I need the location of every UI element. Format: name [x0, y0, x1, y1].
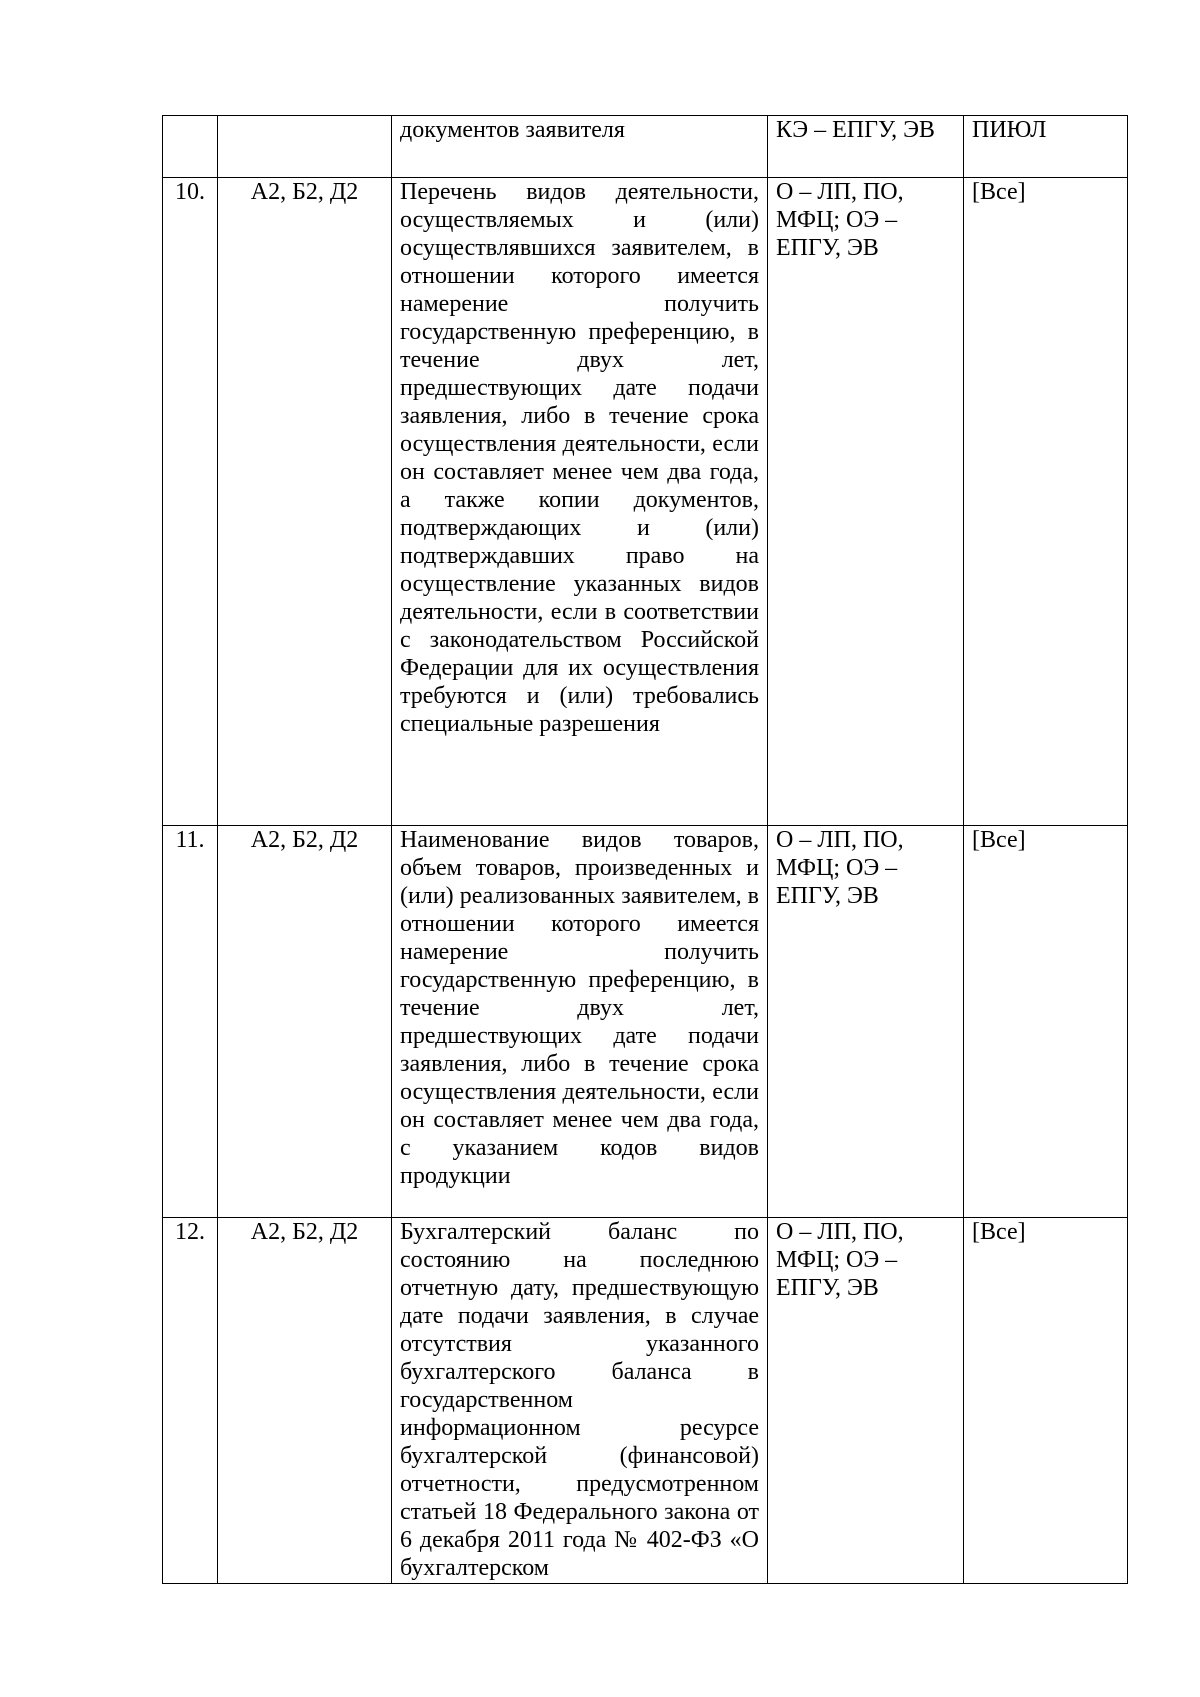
submission-method: О – ЛП, ПО, МФЦ; ОЭ – ЕПГУ, ЭВ: [776, 1219, 904, 1301]
applicants-cell: [964, 826, 1128, 1218]
row-number-cell: [163, 178, 218, 826]
row-number-cell: [163, 826, 218, 1218]
row-number: 12.: [175, 1219, 205, 1245]
categories-cell: [218, 178, 392, 826]
applicant-categories: А2, Б2, Д2: [250, 1219, 359, 1245]
table-row: [163, 178, 1128, 826]
document-description: Перечень видов деятельности, осуществляемых и (или) осуществлявшихся заявителем, в отношении которого имеется намерение получить государственную преференцию, в течение двух лет, предшествующих дате подачи заявления, либо в течение срока осуществления деятельности, если он составляет менее чем два года, а также копии документов, подтверждающих и (или) подтверждавших право на осуществление указанных видов деятельности, если в соответствии с законодательством Российской Федерации для их осуществления требуются и (или) требовались специальные разрешения: [400, 179, 759, 737]
applicant-categories: А2, Б2, Д2: [250, 179, 359, 205]
row-number-cell: [163, 116, 218, 178]
applicants-cell: [964, 116, 1128, 178]
applicant-categories: А2, Б2, Д2: [250, 827, 359, 853]
source-cell: [768, 178, 964, 826]
applicant-type: ПИЮЛ: [972, 117, 1047, 143]
source-cell: [768, 826, 964, 1218]
applicant-type: [Все]: [972, 1219, 1026, 1245]
document-cell: [392, 178, 768, 826]
table-row: [163, 116, 1128, 178]
document-table: [162, 115, 1128, 1584]
document-cell: [392, 1218, 768, 1584]
applicants-cell: [964, 1218, 1128, 1584]
source-cell: [768, 1218, 964, 1584]
applicants-cell: [964, 178, 1128, 826]
document-cell: [392, 826, 768, 1218]
categories-cell: [218, 1218, 392, 1584]
table-row: [163, 1218, 1128, 1584]
row-number: 10.: [175, 179, 205, 205]
table-row: [163, 826, 1128, 1218]
submission-method: О – ЛП, ПО, МФЦ; ОЭ – ЕПГУ, ЭВ: [776, 179, 904, 261]
document-description: Бухгалтерский баланс по состоянию на последнюю отчетную дату, предшествующую дате подачи заявления, в случае отсутствия указанного бухгалтерского баланса в государственном информационном ресурсе бухгалтерской (финансовой) отчетности, предусмотренном статьей 18 Федерального закона от 6 декабря 2011 года № 402-ФЗ «О бухгалтерском: [400, 1219, 759, 1581]
row-number: 11.: [175, 827, 205, 853]
categories-cell: [218, 826, 392, 1218]
document-description: документов заявителя: [400, 117, 625, 143]
submission-method: О – ЛП, ПО, МФЦ; ОЭ – ЕПГУ, ЭВ: [776, 827, 904, 909]
row-number-cell: [163, 1218, 218, 1584]
document-description: Наименование видов товаров, объем товаров, произведенных и (или) реализованных заявителем, в отношении которого имеется намерение получить государственную преференцию, в течение двух лет, предшествующих дате подачи заявления, либо в течение срока осуществления деятельности, если он составляет менее чем два года, с указанием кодов видов продукции: [400, 827, 759, 1189]
submission-method: КЭ – ЕПГУ, ЭВ: [776, 117, 935, 143]
applicant-type: [Все]: [972, 827, 1026, 853]
document-cell: [392, 116, 768, 178]
applicant-type: [Все]: [972, 179, 1026, 205]
source-cell: [768, 116, 964, 178]
categories-cell: [218, 116, 392, 178]
